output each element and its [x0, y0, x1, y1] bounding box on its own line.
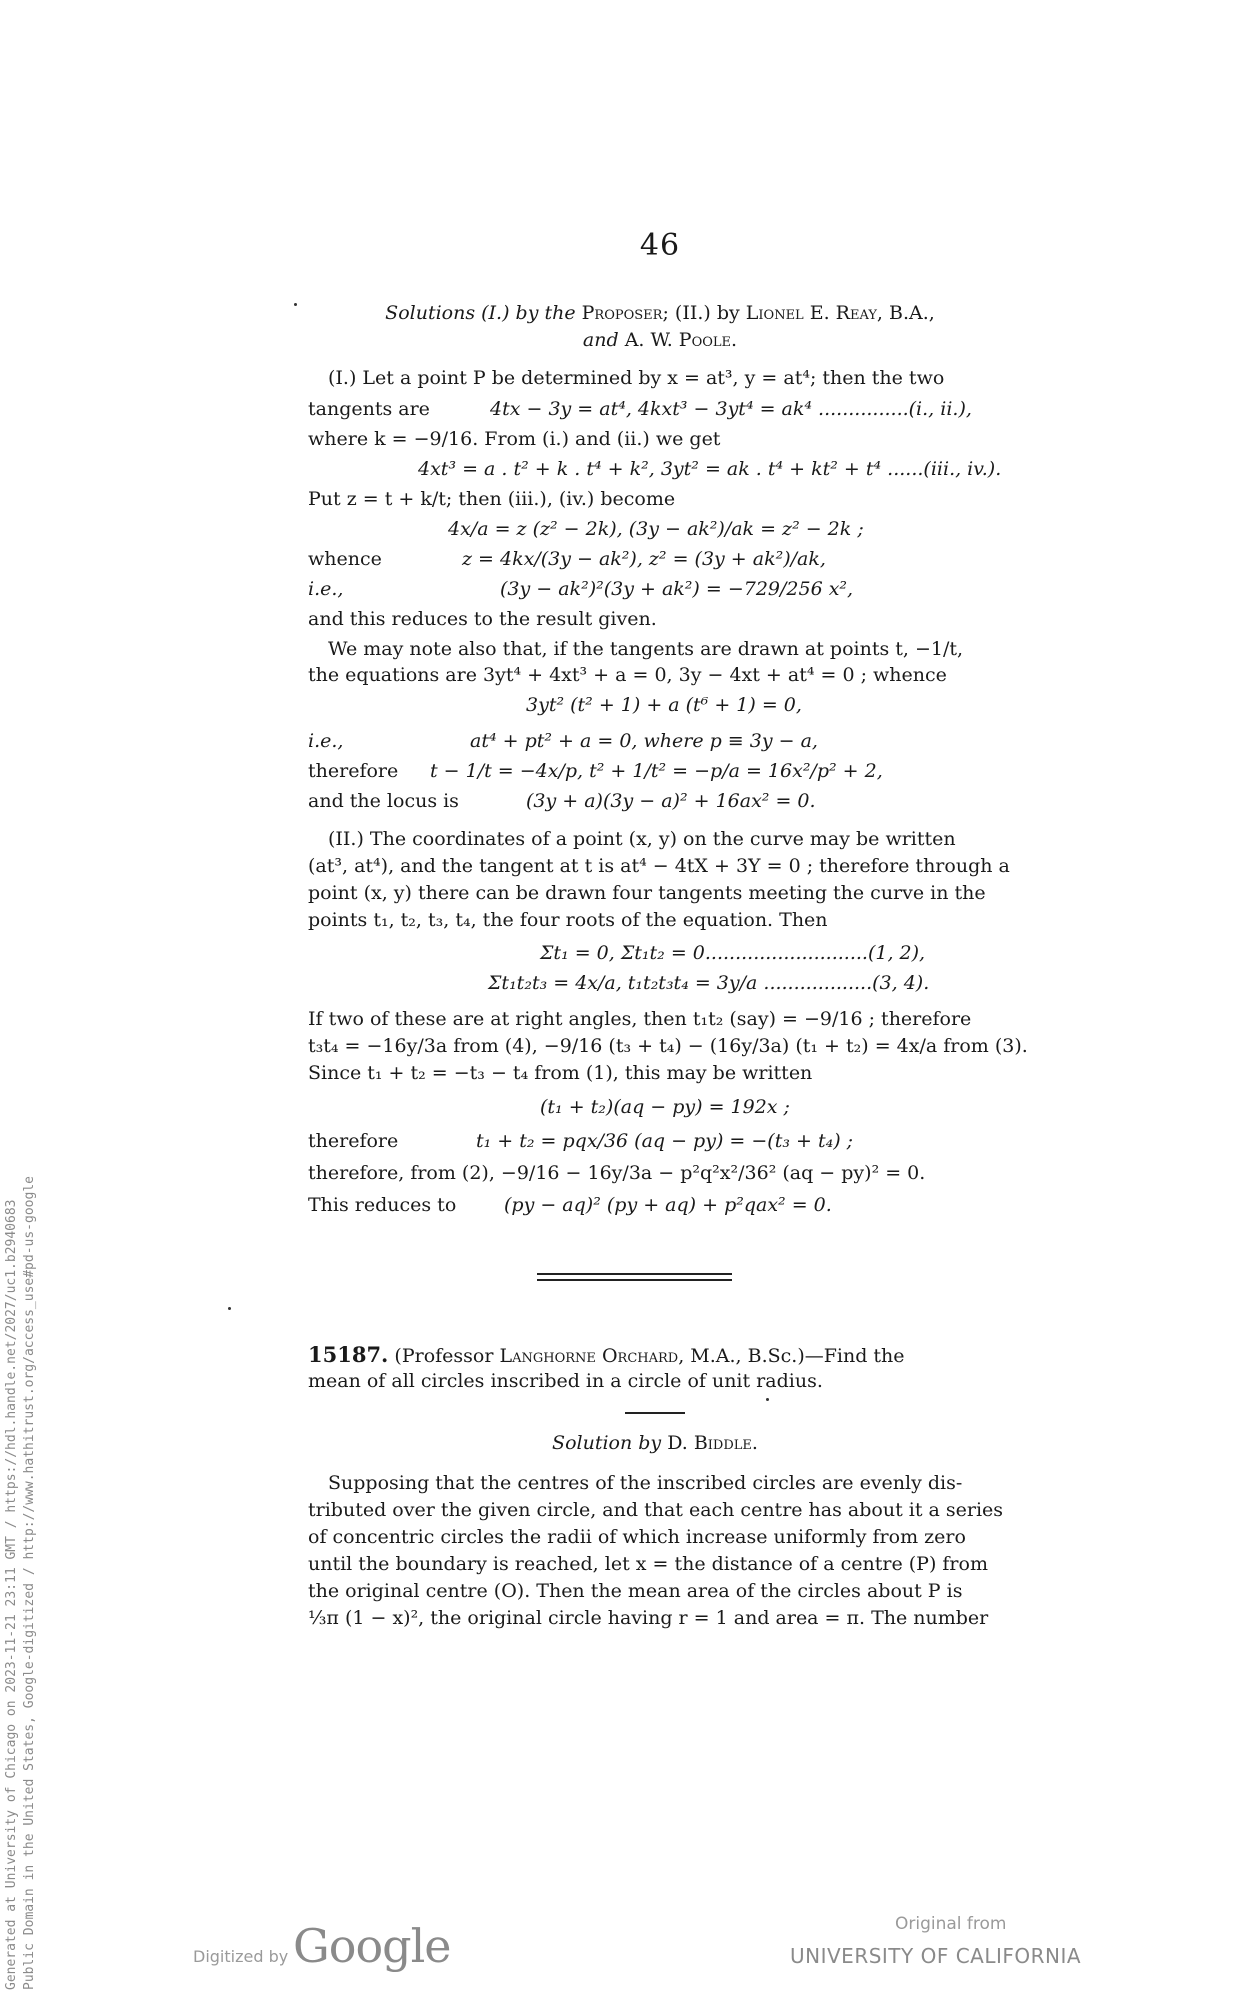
problem-prefix: (Professor [394, 1345, 494, 1367]
part2-label-reduces: This reduces to [308, 1194, 457, 1216]
solution2-line-5: the original centre (O). Then the mean area of the circles about P is [308, 1580, 963, 1602]
header-mid: ; (II.) by [662, 302, 740, 324]
header-suffix: , B.A., [876, 302, 935, 324]
part2-line-12: therefore, from (2), −9/16 − 16y/3a − p²q²x²/36² (aq − py)² = 0. [308, 1162, 926, 1184]
part1-line-5: Put z = t + k/t; then (iii.), (iv.) become [308, 488, 676, 510]
part1-equation-6: 3yt² (t² + 1) + a (t⁶ + 1) = 0, [526, 694, 802, 716]
part2-label-therefore: therefore [308, 1130, 399, 1152]
solution-divider-rule [625, 1412, 685, 1414]
part1-equation-4: z = 4kx/(3y − ak²), z² = (3y + ak²)/ak, [462, 548, 826, 570]
part1-label-whence: whence [308, 548, 382, 570]
problem-statement-line-1 [308, 1341, 1020, 1370]
speck [294, 303, 297, 306]
part1-line-3: where k = −9/16. From (i.) and (ii.) we get [308, 428, 721, 450]
solution-byline-prefix: Solution by [552, 1432, 662, 1454]
part2-equation-3: (t₁ + t₂)(aq − py) = 192x ; [540, 1096, 790, 1118]
header-prefix: Solutions (I.) by the [385, 302, 576, 324]
part2-equation-4: t₁ + t₂ = pqx/36 (aq − py) = −(t₃ + t₄) ; [476, 1130, 854, 1152]
solution2-line-1: Supposing that the centres of the inscribed circles are evenly dis- [328, 1472, 963, 1494]
header-and: and [582, 329, 619, 351]
solution2-line-2: tributed over the given circle, and that each centre has about it a series [308, 1499, 1004, 1521]
header-suffix-2: . [731, 329, 738, 351]
speck [228, 1307, 231, 1310]
part2-line-9: Since t₁ + t₂ = −t₃ − t₄ from (1), this may be written [308, 1062, 813, 1084]
part1-label-tangents: tangents are [308, 398, 430, 420]
part2-line-7: If two of these are at right angles, then t₁t₂ (say) = −9/16 ; therefore [308, 1008, 972, 1030]
part1-line-1: (I.) Let a point P be determined by x = at³, y = at⁴; then the two [328, 367, 945, 389]
part2-line-3: point (x, y) there can be drawn four tangents meeting the curve in the [308, 882, 986, 904]
part1-label-ie: i.e., [308, 578, 344, 600]
part2-line-1: (II.) The coordinates of a point (x, y) on the curve may be written [328, 828, 956, 850]
solution-byline-author: D. Biddle [667, 1432, 752, 1454]
part2-line-8: t₃t₄ = −16y/3a from (4), −9/16 (t₃ + t₄) − (16y/3a) (t₁ + t₂) = 4x/a from (3). [308, 1035, 1028, 1057]
header-author-1: Lionel E. Reay [745, 302, 877, 324]
part1-equation-9: (3y + a)(3y − a)² + 16ax² = 0. [526, 790, 816, 812]
problem-author: Langhorne Orchard [499, 1345, 679, 1367]
part1-line-10: We may note also that, if the tangents are drawn at points t, −1/t, [328, 638, 964, 660]
solutions-header-line-1 [300, 302, 1020, 324]
part1-equation-3: 4x/a = z (z² − 2k), (3y − ak²)/ak = z² − 2k ; [448, 518, 864, 540]
problem-number: 15187. [308, 1342, 389, 1367]
footer-digitized-by: Digitized by [193, 1947, 289, 1966]
part2-equation-5: (py − aq)² (py + aq) + p²qax² = 0. [504, 1194, 832, 1216]
part1-label-locus: and the locus is [308, 790, 459, 812]
part1-equation-2: 4xt³ = a . t² + k . t⁴ + k², 3yt² = ak . t⁴ + kt² + t⁴ ......(iii., iv.). [418, 458, 1002, 480]
solutions-header-line-2 [300, 329, 1020, 351]
part1-equation-1: 4tx − 3y = at⁴, 4kxt³ − 3yt⁴ = ak⁴ ...............(i., ii.), [490, 398, 972, 420]
solution2-line-4: until the boundary is reached, let x = the distance of a centre (P) from [308, 1553, 988, 1575]
footer-original-from: Original from [895, 1914, 1007, 1934]
section-divider-double-rule [537, 1273, 732, 1281]
margin-note-right: Public Domain in the United States, Google-digitized / http://www.hathitrust.org/access_use#pd-us-google [22, 1176, 37, 1990]
part1-label-ie-2: i.e., [308, 730, 344, 752]
problem-suffix: , M.A., B.Sc.)—Find the [678, 1345, 905, 1367]
part2-equation-2: Σt₁t₂t₃ = 4x/a, t₁t₂t₃t₄ = 3y/a ..................(3, 4). [488, 972, 930, 994]
part2-line-4: points t₁, t₂, t₃, t₄, the four roots of the equation. Then [308, 909, 828, 931]
page-number: 46 [639, 228, 681, 263]
solution-byline-suffix: . [751, 1432, 758, 1454]
part1-equation-8: t − 1/t = −4x/p, t² + 1/t² = −p/a = 16x²/p² + 2, [430, 760, 883, 782]
solution2-line-3: of concentric circles the radii of which increase uniformly from zero [308, 1526, 966, 1548]
part1-label-therefore: therefore [308, 760, 399, 782]
part1-equation-5: (3y − ak²)²(3y + ak²) = −729/256 x², [500, 578, 854, 600]
part1-equation-7: at⁴ + pt² + a = 0, where p ≡ 3y − a, [470, 730, 818, 752]
part1-line-11: the equations are 3yt⁴ + 4xt³ + a = 0, 3y − 4xt + at⁴ = 0 ; whence [308, 664, 947, 686]
solution-byline [300, 1432, 1010, 1454]
margin-note-left: Generated at University of Chicago on 2023-11-21 23:11 GMT / https://hdl.handle.net/2027/uc1.b2940683 [4, 1199, 19, 1990]
footer-university: UNIVERSITY OF CALIFORNIA [790, 1944, 1082, 1968]
problem-statement-line-2: mean of all circles inscribed in a circle of unit radius. [308, 1370, 823, 1392]
google-logo: Google [293, 1919, 451, 1973]
header-proposer: Proposer [581, 302, 663, 324]
header-author-2: A. W. Poole [624, 329, 732, 351]
speck [766, 1398, 769, 1401]
part1-line-9: and this reduces to the result given. [308, 608, 657, 630]
part2-equation-1: Σt₁ = 0, Σt₁t₂ = 0...........................(1, 2), [540, 942, 926, 964]
solution2-line-6: ⅓π (1 − x)², the original circle having r = 1 and area = π. The number [308, 1607, 989, 1629]
part2-line-2: (at³, at⁴), and the tangent at t is at⁴ − 4tX + 3Y = 0 ; therefore through a [308, 855, 1010, 877]
